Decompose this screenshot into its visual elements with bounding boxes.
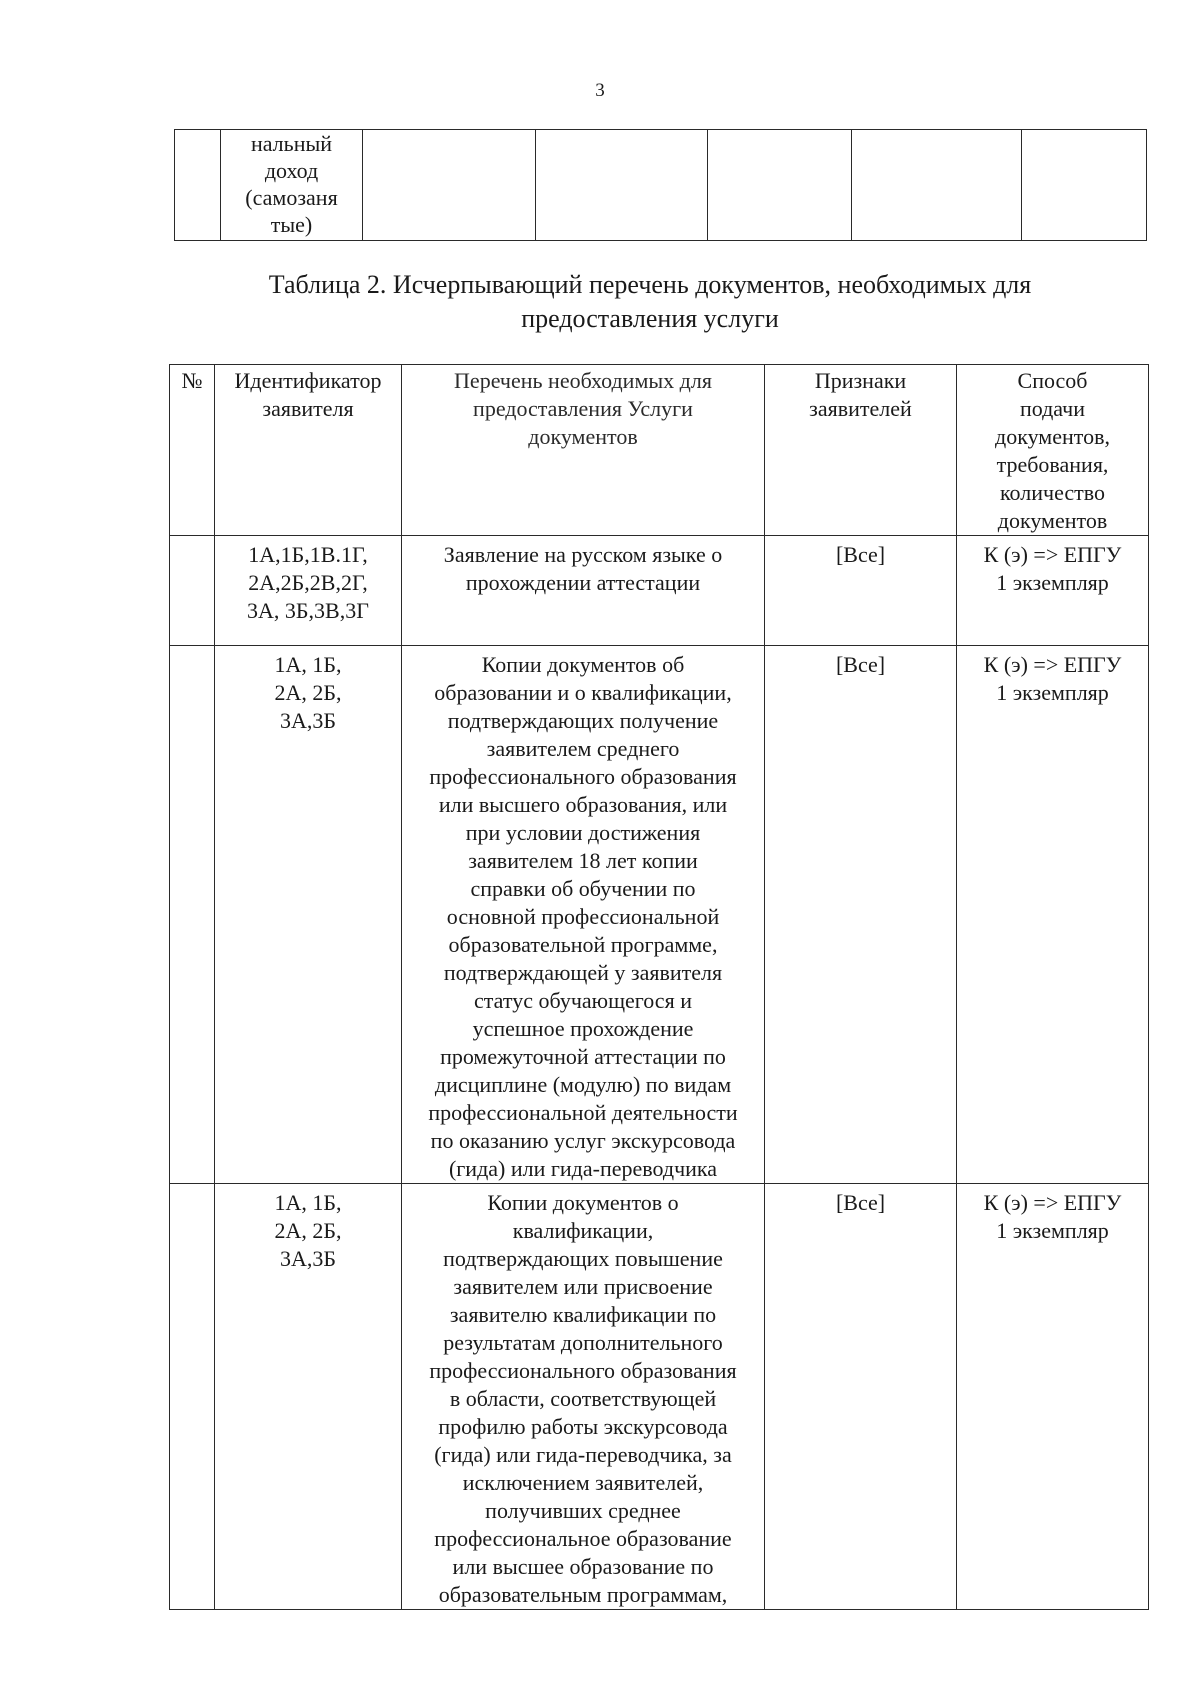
carry-cell-empty — [363, 130, 536, 241]
header-applicant-id — [215, 365, 402, 536]
table-row — [175, 130, 1147, 241]
header-applicant-signs-label: Признаки заявителей — [809, 368, 912, 421]
row-applicant-id — [215, 646, 402, 1184]
carry-over-table — [174, 129, 1147, 241]
row-document-label: Копии документов об образовании и о квалификации, подтверждающих получение заявителем среднего профессионального образования или высшего образования, или при условии достижения заявителем 18 лет копии справки об обучении по основной профессиональной образовательной программе, подтверждающей у заявителя статус обучающегося и успешное прохождение промежуточной аттестации по дисциплине (модулю) по видам профессиональной деятельности по оказанию услуг экскурсовода (гида) или гида-переводчика — [428, 652, 738, 1181]
carry-cell-empty — [852, 130, 1022, 241]
carry-cell-empty — [175, 130, 221, 241]
row-document-label: Заявление на русском языке о прохождении аттестации — [443, 542, 723, 595]
row-applicant-id-label: 1А,1Б,1В.1Г, 2А,2Б,2В,2Г, 3А, 3Б,3В,3Г — [247, 542, 369, 623]
row-signs — [765, 536, 957, 646]
row-method — [957, 646, 1149, 1184]
row-document — [402, 646, 765, 1184]
header-submission-method — [957, 365, 1149, 536]
header-number-label: № — [181, 368, 203, 393]
table-row — [170, 1184, 1149, 1610]
row-signs — [765, 1184, 957, 1610]
header-applicant-id-label: Идентификатор заявителя — [234, 368, 382, 421]
row-method-label: К (э) => ЕПГУ 1 экземпляр — [983, 652, 1122, 705]
row-signs-label: [Все] — [835, 652, 886, 677]
row-number-label — [170, 646, 214, 651]
row-number — [170, 646, 215, 1184]
table-header-row — [170, 365, 1149, 536]
carry-cell-empty — [1022, 130, 1147, 241]
header-documents-list-label: Перечень необходимых для предоставления Услуги документов — [454, 368, 712, 449]
header-submission-method-label: Способ подачи документов, требования, количество документов — [995, 368, 1110, 533]
row-number — [170, 536, 215, 646]
row-applicant-id — [215, 536, 402, 646]
table-row — [170, 646, 1149, 1184]
table-row — [170, 536, 1149, 646]
table-caption: Таблица 2. Исчерпывающий перечень документов, необходимых для предоставления услуги — [268, 270, 1032, 333]
row-document — [402, 1184, 765, 1610]
row-method-label: К (э) => ЕПГУ 1 экземпляр — [983, 1190, 1122, 1243]
row-method — [957, 1184, 1149, 1610]
row-applicant-id-label: 1А, 1Б, 2А, 2Б, 3А,3Б — [274, 652, 342, 733]
row-document-label: Копии документов о квалификации, подтверждающих повышение заявителем или присвоение заявителю квалификации по результатам дополнительного профессионального образования в области, соответствующей профилю работы экскурсовода (гида) или гида-переводчика, за исключением заявителей, получивших среднее профессиональное образование или высшее образование по образовательным программам, — [429, 1190, 737, 1607]
row-signs-label: [Все] — [835, 1190, 886, 1215]
row-number-label — [170, 536, 214, 541]
row-applicant-id-label: 1А, 1Б, 2А, 2Б, 3А,3Б — [274, 1190, 342, 1271]
carry-cell-label: нальный доход (самозаня тые) — [245, 131, 338, 237]
carry-cell-text — [221, 130, 363, 241]
header-documents-list — [402, 365, 765, 536]
row-applicant-id — [215, 1184, 402, 1610]
header-applicant-signs — [765, 365, 957, 536]
carry-cell-empty — [536, 130, 708, 241]
row-method-label: К (э) => ЕПГУ 1 экземпляр — [983, 542, 1122, 595]
documents-table — [169, 364, 1149, 1610]
row-number-label — [170, 1184, 214, 1189]
page-number: 3 — [595, 80, 605, 101]
carry-cell-empty — [708, 130, 852, 241]
row-number — [170, 1184, 215, 1610]
row-signs-label: [Все] — [835, 542, 886, 567]
row-document — [402, 536, 765, 646]
row-method — [957, 536, 1149, 646]
row-signs — [765, 646, 957, 1184]
header-number — [170, 365, 215, 536]
